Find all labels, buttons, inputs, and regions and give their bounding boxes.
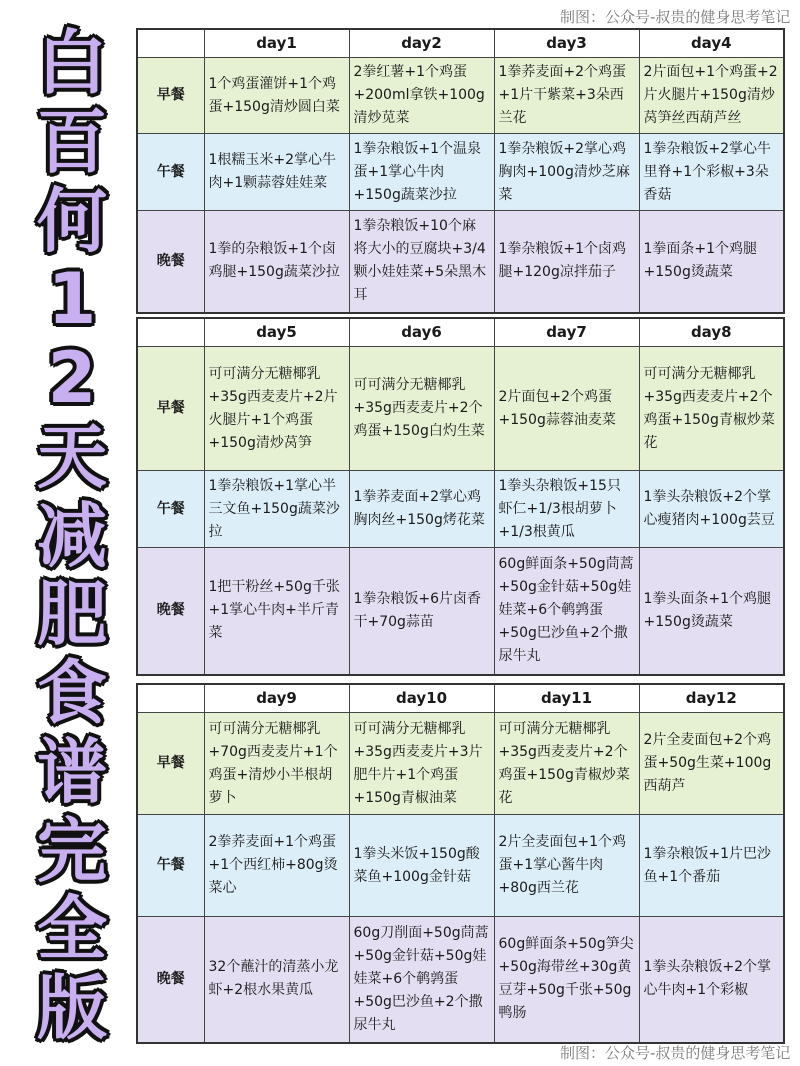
meal-cell: 1拳杂粮饭+6片卤香干+70g蒜苗 <box>349 548 494 675</box>
title-char: 全 <box>37 888 107 971</box>
meal-cell: 1拳杂粮饭+10个麻将大小的豆腐块+3/4颗小娃娃菜+5朵黑木耳 <box>349 211 494 313</box>
credit-bottom: 制图：公众号-叔贵的健身思考笔记 <box>560 1044 791 1062</box>
day-header: day4 <box>639 29 784 58</box>
title-char: 减 <box>37 494 107 577</box>
meal-table-1 <box>136 28 785 314</box>
meal-cell: 60g鲜面条+50g茼蒿+50g金针菇+50g娃娃菜+6个鹌鹑蛋+50g巴沙鱼+2个撒尿牛丸 <box>494 548 639 675</box>
meal-label: 晚餐 <box>137 917 204 1043</box>
table-header-row <box>137 29 784 58</box>
corner-cell <box>137 318 204 347</box>
meal-cell: 1根糯玉米+2掌心牛肉+1颗蒜蓉娃娃菜 <box>204 134 349 211</box>
table-row <box>137 134 784 211</box>
meal-cell: 1拳头面条+1个鸡腿+150g烫蔬菜 <box>639 548 784 675</box>
meal-cell: 可可满分无糖椰乳+35g西麦麦片+2片火腿片+1个鸡蛋+150g清炒莴笋 <box>204 347 349 471</box>
meal-cell: 1把干粉丝+50g千张+1掌心牛肉+半斤青菜 <box>204 548 349 675</box>
table-row <box>137 815 784 917</box>
meal-cell: 可可满分无糖椰乳+35g西麦麦片+2个鸡蛋+150g青椒炒菜花 <box>494 713 639 815</box>
title-char: 2 <box>47 337 97 419</box>
table-header-row <box>137 318 784 347</box>
meal-cell: 1拳头杂粮饭+15只虾仁+1/3根胡萝卜+1/3根黄瓜 <box>494 471 639 548</box>
vertical-title <box>18 22 126 1049</box>
meal-label: 午餐 <box>137 471 204 548</box>
meal-cell: 2片面包+1个鸡蛋+2片火腿片+150g清炒莴笋丝西葫芦丝 <box>639 58 784 134</box>
day-header: day5 <box>204 318 349 347</box>
title-char: 何 <box>37 179 107 262</box>
meal-cell: 1拳荞麦面+2个鸡蛋+1片干紫菜+3朵西兰花 <box>494 58 639 134</box>
day-header: day11 <box>494 684 639 713</box>
meal-cell: 1拳杂粮饭+2掌心牛里脊+1个彩椒+3朵香菇 <box>639 134 784 211</box>
table-row <box>137 917 784 1043</box>
meal-label: 早餐 <box>137 58 204 134</box>
meal-cell: 2片面包+2个鸡蛋+150g蒜蓉油麦菜 <box>494 347 639 471</box>
title-char: 肥 <box>37 573 107 656</box>
title-char: 1 <box>47 258 97 341</box>
meal-cell: 1拳头米饭+150g酸菜鱼+100g金针菇 <box>349 815 494 917</box>
credit-top: 制图：公众号-叔贵的健身思考笔记 <box>560 8 791 26</box>
meal-cell: 1拳杂粮饭+1掌心半三文鱼+150g蔬菜沙拉 <box>204 471 349 548</box>
day-header: day9 <box>204 684 349 713</box>
meal-cell: 可可满分无糖椰乳+35g西麦麦片+2个鸡蛋+150g白灼生菜 <box>349 347 494 471</box>
day-header: day8 <box>639 318 784 347</box>
meal-label: 晚餐 <box>137 548 204 675</box>
title-char: 食 <box>37 652 107 734</box>
table-row <box>137 548 784 675</box>
day-header: day10 <box>349 684 494 713</box>
table-row <box>137 347 784 471</box>
day-header: day12 <box>639 684 784 713</box>
corner-cell <box>137 29 204 58</box>
meal-cell: 60g刀削面+50g茼蒿+50g金针菇+50g娃娃菜+6个鹌鹑蛋+50g巴沙鱼+2个撒尿牛丸 <box>349 917 494 1043</box>
meal-cell: 2拳荞麦面+1个鸡蛋+1个西红柿+80g烫菜心 <box>204 815 349 917</box>
table-row <box>137 211 784 313</box>
title-char: 白 <box>37 22 107 104</box>
meal-cell: 60g鲜面条+50g笋尖+50g海带丝+30g黄豆芽+50g千张+50g鸭肠 <box>494 917 639 1043</box>
meal-cell: 1拳杂粮饭+1个温泉蛋+1掌心牛肉+150g蔬菜沙拉 <box>349 134 494 211</box>
table-row <box>137 713 784 815</box>
table-header-row <box>137 684 784 713</box>
meal-cell: 可可满分无糖椰乳+35g西麦麦片+2个鸡蛋+150g青椒炒菜花 <box>639 347 784 471</box>
day-header: day6 <box>349 318 494 347</box>
day-header: day7 <box>494 318 639 347</box>
meal-cell: 1个鸡蛋灌饼+1个鸡蛋+150g清炒圆白菜 <box>204 58 349 134</box>
day-header: day1 <box>204 29 349 58</box>
meal-cell: 1拳荞麦面+2掌心鸡胸肉丝+150g烤花菜 <box>349 471 494 548</box>
meal-label: 午餐 <box>137 134 204 211</box>
meal-label: 早餐 <box>137 347 204 471</box>
meal-cell: 32个蘸汁的清蒸小龙虾+2根水果黄瓜 <box>204 917 349 1043</box>
meal-cell: 可可满分无糖椰乳+70g西麦麦片+1个鸡蛋+清炒小半根胡萝卜 <box>204 713 349 815</box>
meal-cell: 1拳头杂粮饭+2个掌心瘦猪肉+100g芸豆 <box>639 471 784 548</box>
meal-cell: 1拳杂粮饭+2掌心鸡胸肉+100g清炒芝麻菜 <box>494 134 639 211</box>
meal-label: 晚餐 <box>137 211 204 313</box>
meal-cell: 2拳红薯+1个鸡蛋+200ml拿铁+100g清炒苋菜 <box>349 58 494 134</box>
day-header: day3 <box>494 29 639 58</box>
meal-cell: 1拳头杂粮饭+2个掌心牛肉+1个彩椒 <box>639 917 784 1043</box>
meal-cell: 可可满分无糖椰乳+35g西麦麦片+3片肥牛片+1个鸡蛋+150g青椒油菜 <box>349 713 494 815</box>
meal-table-2 <box>136 317 785 676</box>
title-char: 天 <box>37 415 107 498</box>
meal-cell: 2片全麦面包+2个鸡蛋+50g生菜+100g西葫芦 <box>639 713 784 815</box>
meal-table-3 <box>136 683 785 1044</box>
table-row <box>137 58 784 134</box>
meal-cell: 1拳杂粮饭+1片巴沙鱼+1个番茄 <box>639 815 784 917</box>
meal-label: 早餐 <box>137 713 204 815</box>
day-header: day2 <box>349 29 494 58</box>
meal-cell: 2片全麦面包+1个鸡蛋+1掌心酱牛肉+80g西兰花 <box>494 815 639 917</box>
title-char: 完 <box>37 809 107 892</box>
title-char: 版 <box>37 967 107 1049</box>
title-char: 谱 <box>37 730 107 813</box>
table-row <box>137 471 784 548</box>
corner-cell <box>137 684 204 713</box>
meal-cell: 1拳杂粮饭+1个卤鸡腿+120g凉拌茄子 <box>494 211 639 313</box>
meal-label: 午餐 <box>137 815 204 917</box>
meal-cell: 1拳的杂粮饭+1个卤鸡腿+150g蔬菜沙拉 <box>204 211 349 313</box>
meal-cell: 1拳面条+1个鸡腿+150g烫蔬菜 <box>639 211 784 313</box>
title-char: 百 <box>37 100 107 183</box>
